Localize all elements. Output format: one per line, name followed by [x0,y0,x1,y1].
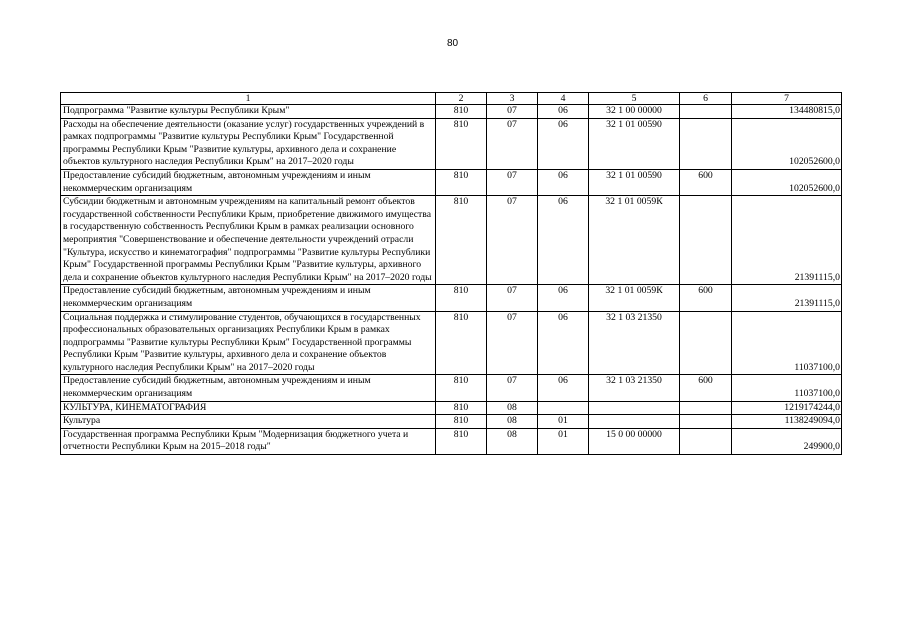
row-code-col3: 08 [487,415,538,429]
table-row [61,401,842,415]
row-amount: 11037100,0 [732,375,842,401]
row-amount: 1138249094,0 [732,415,842,429]
row-code-col4: 06 [538,169,589,195]
table-row [61,285,842,311]
row-code-col2: 810 [436,196,487,285]
table-header-row [61,93,842,105]
row-code-col6 [680,428,732,454]
row-code-col5: 32 1 00 00000 [589,105,680,119]
row-name: КУЛЬТУРА, КИНЕМАТОГРАФИЯ [61,401,436,415]
page-number: 80 [446,38,459,49]
row-amount: 134480815,0 [732,105,842,119]
row-code-col4: 06 [538,118,589,169]
row-code-col3: 07 [487,196,538,285]
table-row [61,415,842,429]
row-name: Государственная программа Республики Крым "Модернизация бюджетного учета и отчетности Республики Крым на 2015–2018 годы" [61,428,436,454]
table-row [61,311,842,375]
row-code-col6 [680,401,732,415]
row-code-col6: 600 [680,375,732,401]
budget-table [60,92,842,455]
table-row [61,118,842,169]
row-code-col5: 15 0 00 00000 [589,428,680,454]
table-row [61,169,842,195]
row-name: Социальная поддержка и стимулирование студентов, обучающихся в государственных профессиональных образовательных организациях Республики Крым в рамках подпрограммы "Развитие культуры Республики Крым" Государственной программы Республики Крым "Развитие культуры, архивного дела и сохранение объектов культурного наследия Республики Крым" на 2017–2020 годы [61,311,436,375]
row-amount: 102052600,0 [732,169,842,195]
row-code-col3: 07 [487,105,538,119]
row-code-col6 [680,118,732,169]
row-code-col4 [538,401,589,415]
column-header: 4 [538,93,589,105]
table-row [61,428,842,454]
row-code-col3: 07 [487,375,538,401]
table-row [61,375,842,401]
row-code-col2: 810 [436,401,487,415]
row-code-col2: 810 [436,105,487,119]
table-row [61,196,842,285]
row-code-col5: 32 1 03 21350 [589,375,680,401]
row-code-col2: 810 [436,169,487,195]
row-amount: 21391115,0 [732,196,842,285]
row-code-col2: 810 [436,415,487,429]
row-code-col4: 06 [538,311,589,375]
row-amount: 11037100,0 [732,311,842,375]
row-code-col5 [589,415,680,429]
row-name: Расходы на обеспечение деятельности (оказание услуг) государственных учреждений в рамках подпрограммы "Развитие культуры Республики Крым" Государственной программы Республики Крым "Развитие культуры, архивного дела и сохранение объектов культурного наследия Республики Крым" на 2017–2020 годы [61,118,436,169]
row-code-col4: 06 [538,375,589,401]
row-code-col3: 08 [487,428,538,454]
row-code-col5: 32 1 01 00590 [589,118,680,169]
row-name: Предоставление субсидий бюджетным, автономным учреждениям и иным некоммерческим организациям [61,285,436,311]
row-code-col3: 07 [487,118,538,169]
row-code-col3: 07 [487,169,538,195]
row-name: Предоставление субсидий бюджетным, автономным учреждениям и иным некоммерческим организациям [61,169,436,195]
row-code-col2: 810 [436,285,487,311]
row-code-col2: 810 [436,118,487,169]
row-code-col5: 32 1 01 0059К [589,196,680,285]
column-header: 5 [589,93,680,105]
row-amount: 1219174244,0 [732,401,842,415]
row-name: Подпрограмма "Развитие культуры Республики Крым" [61,105,436,119]
row-code-col3: 07 [487,311,538,375]
row-name: Субсидии бюджетным и автономным учреждениям на капитальный ремонт объектов государственной собственности Республики Крым, приобретение движимого имущества в государственную собственность Республики Крым в рамках реализации основного мероприятия "Совершенствование и обеспечение деятельности учреждений отрасли "Культура, искусство и кинематография" подпрограммы "Развитие культуры Республики Крым" Государственной программы Республики Крым "Развитие культуры, архивного дела и сохранение объектов культурного наследия Республики Крым" на 2017–2020 годы [61,196,436,285]
row-name: Предоставление субсидий бюджетным, автономным учреждениям и иным некоммерческим организациям [61,375,436,401]
row-code-col3: 07 [487,285,538,311]
table-row [61,105,842,119]
row-code-col6: 600 [680,285,732,311]
row-code-col6: 600 [680,169,732,195]
row-code-col6 [680,311,732,375]
row-code-col4: 01 [538,428,589,454]
row-code-col5: 32 1 01 0059К [589,285,680,311]
row-code-col2: 810 [436,311,487,375]
column-header: 3 [487,93,538,105]
row-name: Культура [61,415,436,429]
row-code-col4: 01 [538,415,589,429]
row-code-col6 [680,196,732,285]
row-amount: 21391115,0 [732,285,842,311]
row-code-col6 [680,105,732,119]
row-code-col3: 08 [487,401,538,415]
row-code-col2: 810 [436,375,487,401]
row-code-col5: 32 1 03 21350 [589,311,680,375]
row-amount: 249900,0 [732,428,842,454]
row-code-col5: 32 1 01 00590 [589,169,680,195]
column-header: 7 [732,93,842,105]
column-header: 2 [436,93,487,105]
column-header: 1 [61,93,436,105]
row-code-col6 [680,415,732,429]
row-code-col4: 06 [538,196,589,285]
row-code-col4: 06 [538,105,589,119]
row-code-col5 [589,401,680,415]
row-code-col2: 810 [436,428,487,454]
column-header: 6 [680,93,732,105]
row-amount: 102052600,0 [732,118,842,169]
row-code-col4: 06 [538,285,589,311]
